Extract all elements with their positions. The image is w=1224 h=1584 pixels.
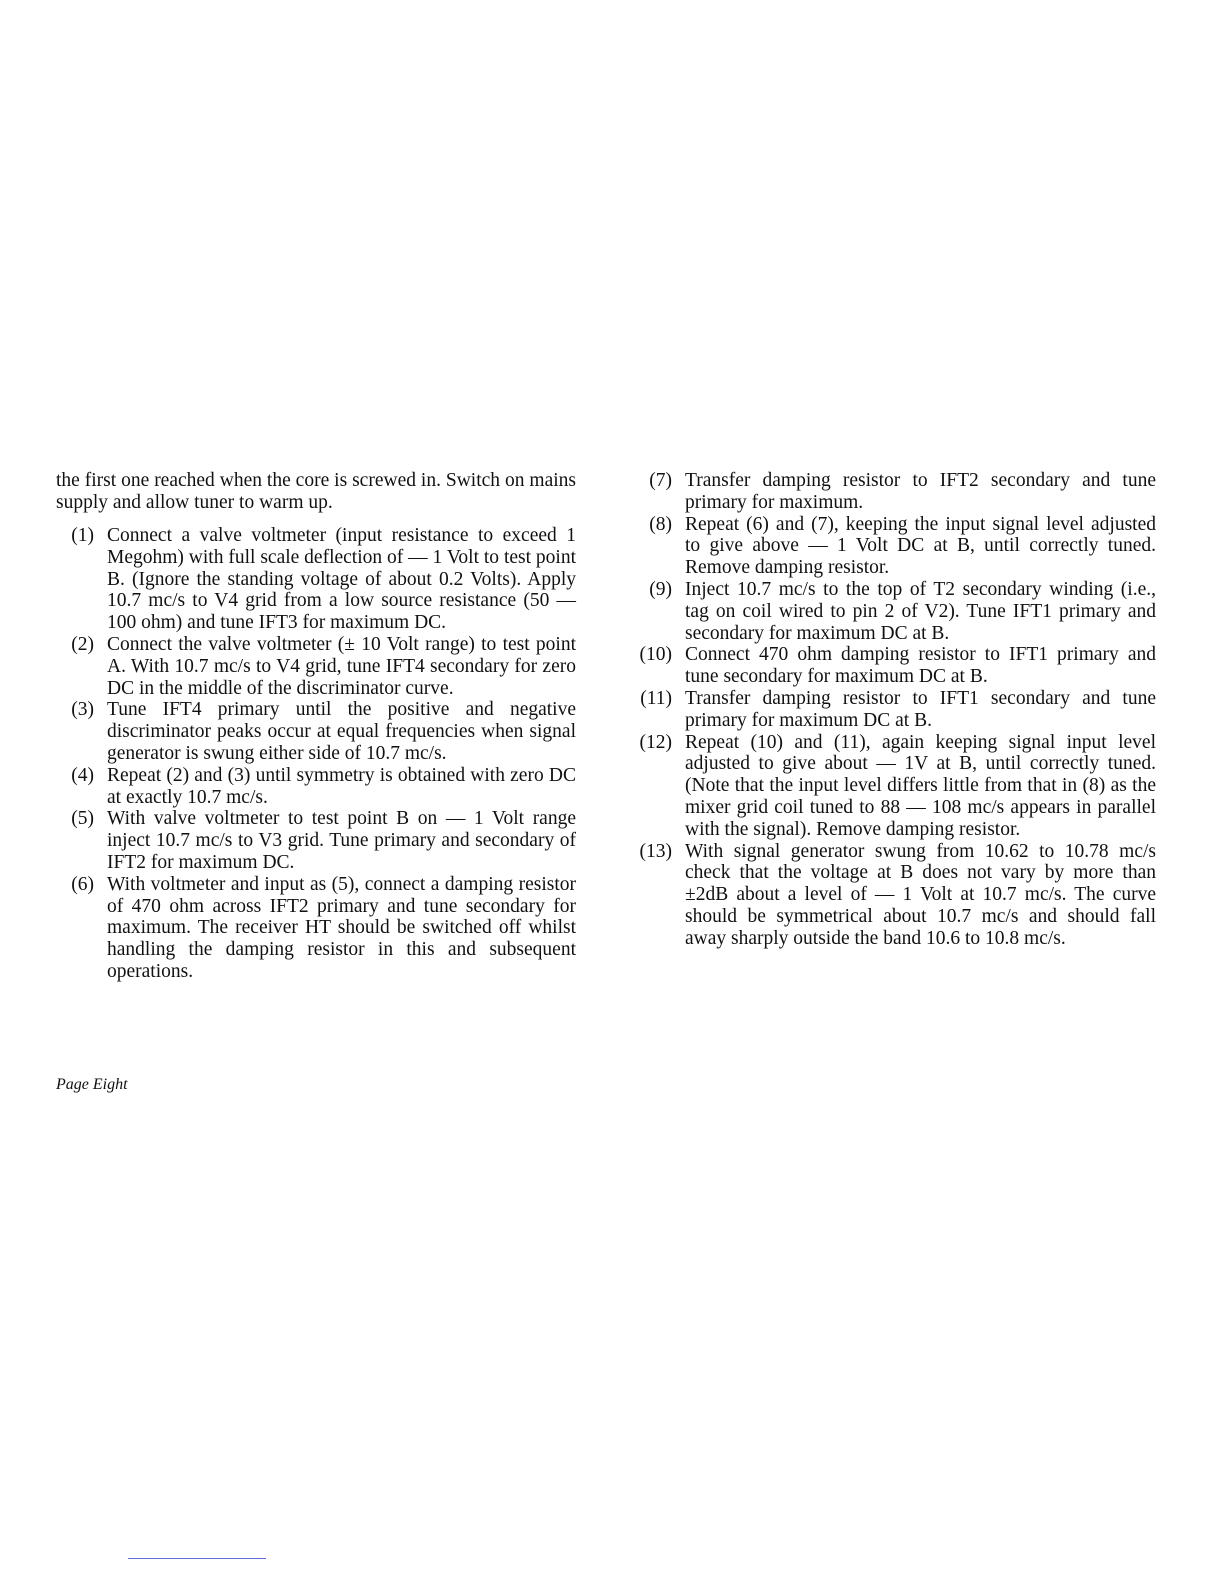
step-text: With signal generator swung from 10.62 to 10.78 mc/s check that the voltage at B does not vary by more than ±2dB about a level of — 1 Volt at 10.7 mc/s. The curve should be symmetrical about 10.7 mc/s and should fall away sharply outside the band 10.6 to 10.8 mc/s. <box>685 840 1156 949</box>
step-number: (8) <box>649 513 672 535</box>
step-text: Connect a valve voltmeter (input resistance to exceed 1 Megohm) with full scale deflection of — 1 Volt to test point B. (Ignore the standing voltage of about 0.2 Volts). Apply 10.7 mc/s to V4 grid from a low source resistance (50 — 100 ohm) and tune IFT3 for maximum DC. <box>107 525 576 634</box>
step-number: (5) <box>71 808 94 830</box>
list-item <box>628 688 1156 732</box>
step-number: (6) <box>71 873 94 895</box>
list-item <box>56 874 576 983</box>
list-item <box>56 765 576 809</box>
steps-list-right <box>628 470 1156 950</box>
step-number: (1) <box>71 525 94 546</box>
intro-paragraph: the first one reached when the core is screwed in. Switch on mains supply and allow tuner to warm up. <box>56 470 576 513</box>
step-number: (4) <box>71 764 94 786</box>
list-item <box>56 808 576 873</box>
step-number: (3) <box>71 699 94 721</box>
step-text: Transfer damping resistor to IFT2 secondary and tune primary for maximum. <box>685 470 1156 513</box>
step-text: Transfer damping resistor to IFT1 secondary and tune primary for maximum DC at B. <box>685 687 1156 731</box>
list-item <box>56 634 576 699</box>
step-number: (2) <box>71 633 94 655</box>
step-number: (7) <box>649 470 672 491</box>
step-number: (9) <box>649 578 672 600</box>
step-text: Connect the valve voltmeter (± 10 Volt range) to test point A. With 10.7 mc/s to V4 grid, tune IFT4 secondary for zero DC in the middle of the discriminator curve. <box>107 633 576 699</box>
left-column <box>56 470 576 983</box>
step-text: Repeat (10) and (11), again keeping signal input level adjusted to give about — 1V at B, until correctly tuned. (Note that the input level differs little from that in (8) as the mixer grid coil tuned to 88 — 108 mc/s appears in parallel with the signal). Remove damping resistor. <box>685 731 1156 840</box>
step-text: Tune IFT4 primary until the positive and negative discriminator peaks occur at equal frequencies when signal generator is swung either side of 10.7 mc/s. <box>107 699 576 764</box>
list-item <box>628 470 1156 514</box>
list-item <box>628 644 1156 688</box>
list-item <box>628 732 1156 841</box>
divider <box>128 1558 266 1559</box>
list-item <box>56 525 576 634</box>
right-column <box>628 470 1156 950</box>
step-number: (11) <box>640 687 672 709</box>
step-number: (13) <box>639 840 672 862</box>
steps-list-left <box>56 525 576 983</box>
step-text: With valve voltmeter to test point B on — 1 Volt range inject 10.7 mc/s to V3 grid. Tune primary and secondary of IFT2 for maximum DC. <box>107 808 576 873</box>
list-item <box>628 579 1156 644</box>
list-item <box>56 699 576 764</box>
step-text: Connect 470 ohm damping resistor to IFT1 primary and tune secondary for maximum DC at B. <box>685 644 1156 688</box>
list-item <box>628 841 1156 950</box>
step-text: With voltmeter and input as (5), connect a damping resistor of 470 ohm across IFT2 primary and tune secondary for maximum. The receiver HT should be switched off whilst handling the damping resistor in this and subsequent operations. <box>107 873 576 982</box>
step-number: (12) <box>639 731 672 753</box>
list-item <box>628 514 1156 579</box>
step-text: Repeat (6) and (7), keeping the input signal level adjusted to give above — 1 Volt DC at B, until correctly tuned. Remove damping resistor. <box>685 513 1156 579</box>
step-text: Repeat (2) and (3) until symmetry is obtained with zero DC at exactly 10.7 mc/s. <box>107 764 576 808</box>
step-text: Inject 10.7 mc/s to the top of T2 secondary winding (i.e., tag on coil wired to pin 2 of V2). Tune IFT1 primary and secondary for maximum DC at B. <box>685 578 1156 644</box>
step-number: (10) <box>639 644 672 666</box>
page-footer: Page Eight <box>56 1076 128 1093</box>
